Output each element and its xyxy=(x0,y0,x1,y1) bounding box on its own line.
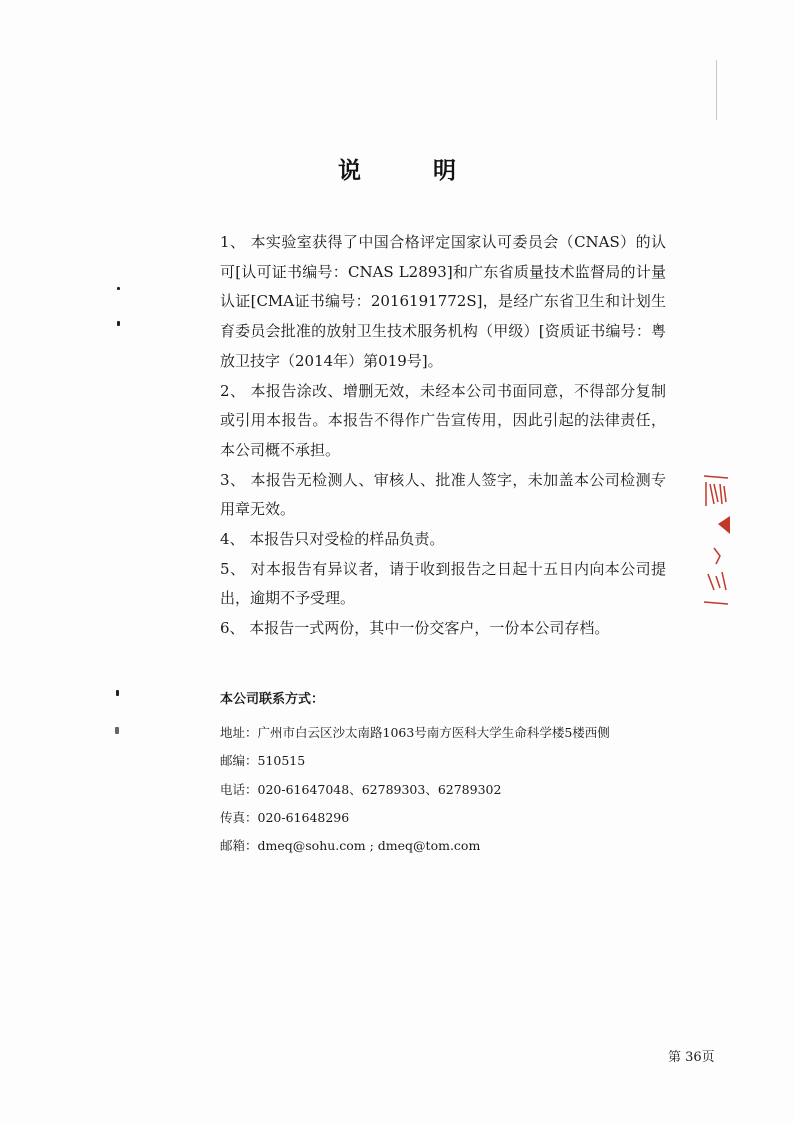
contact-block xyxy=(220,688,690,860)
contact-email: 邮箱：dmeq@sohu.com ; dmeq@tom.com xyxy=(220,838,481,854)
scan-speck xyxy=(116,690,119,696)
scan-edge-line xyxy=(716,60,717,120)
scan-speck xyxy=(115,727,119,734)
scan-speck xyxy=(117,321,120,326)
contact-address: 地址：广州市白云区沙太南路1063号南方医科大学生命科学楼5楼西侧 xyxy=(220,725,610,740)
contact-postcode: 邮编：510515 xyxy=(220,753,306,769)
statement-item-4: 4、 本报告只对受检的样品负责。 xyxy=(220,530,445,549)
page-title: 说 明 xyxy=(337,157,488,184)
scan-speck xyxy=(117,287,120,290)
statement-item-3: 3、 本报告无检测人、审核人、批准人签字，未加盖本公司检测专用章无效。 xyxy=(220,470,666,519)
statement-item-1: 1、 本实验室获得了中国合格评定国家认可委员会（CNAS）的认可[认可证书编号：CNAS L2893]和广东省质量技术监督局的计量认证[CMA证书编号：2016191772S]，是经广东省卫生和计划生育委员会批准的放射卫生技术服务机构（甲级）[资质证书编号：粤放卫技字（2014年）第019号]。 xyxy=(220,233,666,370)
statement-list xyxy=(220,228,666,644)
contact-fax: 传真：020-61648296 xyxy=(220,809,350,825)
page-number: 第 36页 xyxy=(668,1050,715,1065)
seal-fragment-icon xyxy=(700,472,730,612)
contact-phone: 电话：020-61647048、62789303、62789302 xyxy=(220,781,502,797)
statement-item-2: 2、 本报告涂改、增删无效，未经本公司书面同意，不得部分复制或引用本报告。本报告不得作广告宣传用，因此引起的法律责任，本公司概不承担。 xyxy=(220,381,666,459)
statement-item-6: 6、 本报告一式两份，其中一份交客户，一份本公司存档。 xyxy=(220,619,610,638)
contact-title: 本公司联系方式： xyxy=(220,692,325,707)
statement-item-5: 5、 对本报告有异议者，请于收到报告之日起十五日内向本公司提出，逾期不予受理。 xyxy=(220,559,666,608)
